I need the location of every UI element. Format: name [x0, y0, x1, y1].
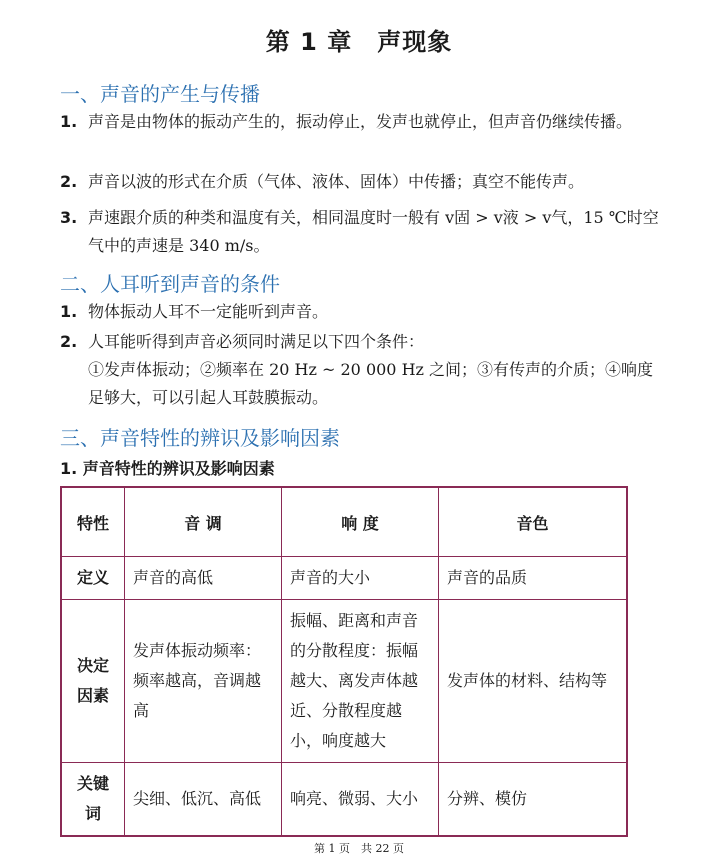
item-text: 声速跟介质的种类和温度有关，相同温度时一般有 v固 > v液 > v气，15 ℃时空气中的声速是 340 m/s。	[88, 208, 659, 255]
item-text: 物体振动人耳不一定能听到声音。	[88, 302, 329, 321]
table-row	[61, 763, 627, 837]
table-cell: 发声体振动频率：频率越高，音调越高	[125, 600, 282, 763]
table-header-cell: 响 度	[282, 487, 439, 557]
page-footer: 第 1 页 共 22 页	[314, 842, 404, 855]
sound-properties-table	[60, 486, 628, 837]
list-item	[60, 108, 660, 136]
section-heading-3: 三、声音特性的辨识及影响因素	[60, 426, 340, 450]
subsection-number: 1.	[60, 459, 78, 478]
list-item	[60, 204, 660, 260]
list-item	[60, 298, 660, 326]
table-header-row	[61, 487, 627, 557]
table-header-cell: 音 调	[125, 487, 282, 557]
table-row	[61, 557, 627, 600]
list-item	[60, 328, 660, 412]
table-row	[61, 600, 627, 763]
table-cell: 尖细、低沉、高低	[125, 763, 282, 837]
subsection-text: 声音特性的辨识及影响因素	[82, 459, 275, 478]
section-heading-1: 一、声音的产生与传播	[60, 82, 260, 106]
item-text: 声音以波的形式在介质（气体、液体、固体）中传播；真空不能传声。	[88, 172, 585, 191]
table-cell: 响亮、微弱、大小	[282, 763, 439, 837]
subsection-heading	[60, 456, 275, 479]
row-label: 定义	[61, 557, 125, 600]
item-number: 2.	[60, 172, 78, 191]
item-number: 1.	[60, 112, 78, 131]
table-cell: 声音的大小	[282, 557, 439, 600]
item-text: 人耳能听得到声音必须同时满足以下四个条件：	[88, 332, 425, 351]
item-number: 3.	[60, 208, 78, 227]
row-label: 关键词	[61, 763, 125, 837]
table-cell: 振幅、距离和声音的分散程度：振幅越大、离发声体越近、分散程度越小，响度越大	[282, 600, 439, 763]
item-number: 1.	[60, 302, 78, 321]
row-label: 决定因素	[61, 600, 125, 763]
table-cell: 声音的高低	[125, 557, 282, 600]
item-number: 2.	[60, 332, 78, 351]
table-cell: 声音的品质	[439, 557, 628, 600]
table-header-cell: 音色	[439, 487, 628, 557]
table-cell: 分辨、模仿	[439, 763, 628, 837]
table-cell: 发声体的材料、结构等	[439, 600, 628, 763]
table-header-cell: 特性	[61, 487, 125, 557]
item-detail-text: ①发声体振动；②频率在 20 Hz ~ 20 000 Hz 之间；③有传声的介质；④响度足够大，可以引起人耳鼓膜振动。	[88, 360, 654, 407]
chapter-title: 第 1 章 声现象	[265, 28, 453, 56]
list-item	[60, 168, 660, 196]
item-text: 声音是由物体的振动产生的，振动停止，发声也就停止，但声音仍继续传播。	[88, 112, 633, 131]
section-heading-2: 二、人耳听到声音的条件	[60, 272, 280, 296]
